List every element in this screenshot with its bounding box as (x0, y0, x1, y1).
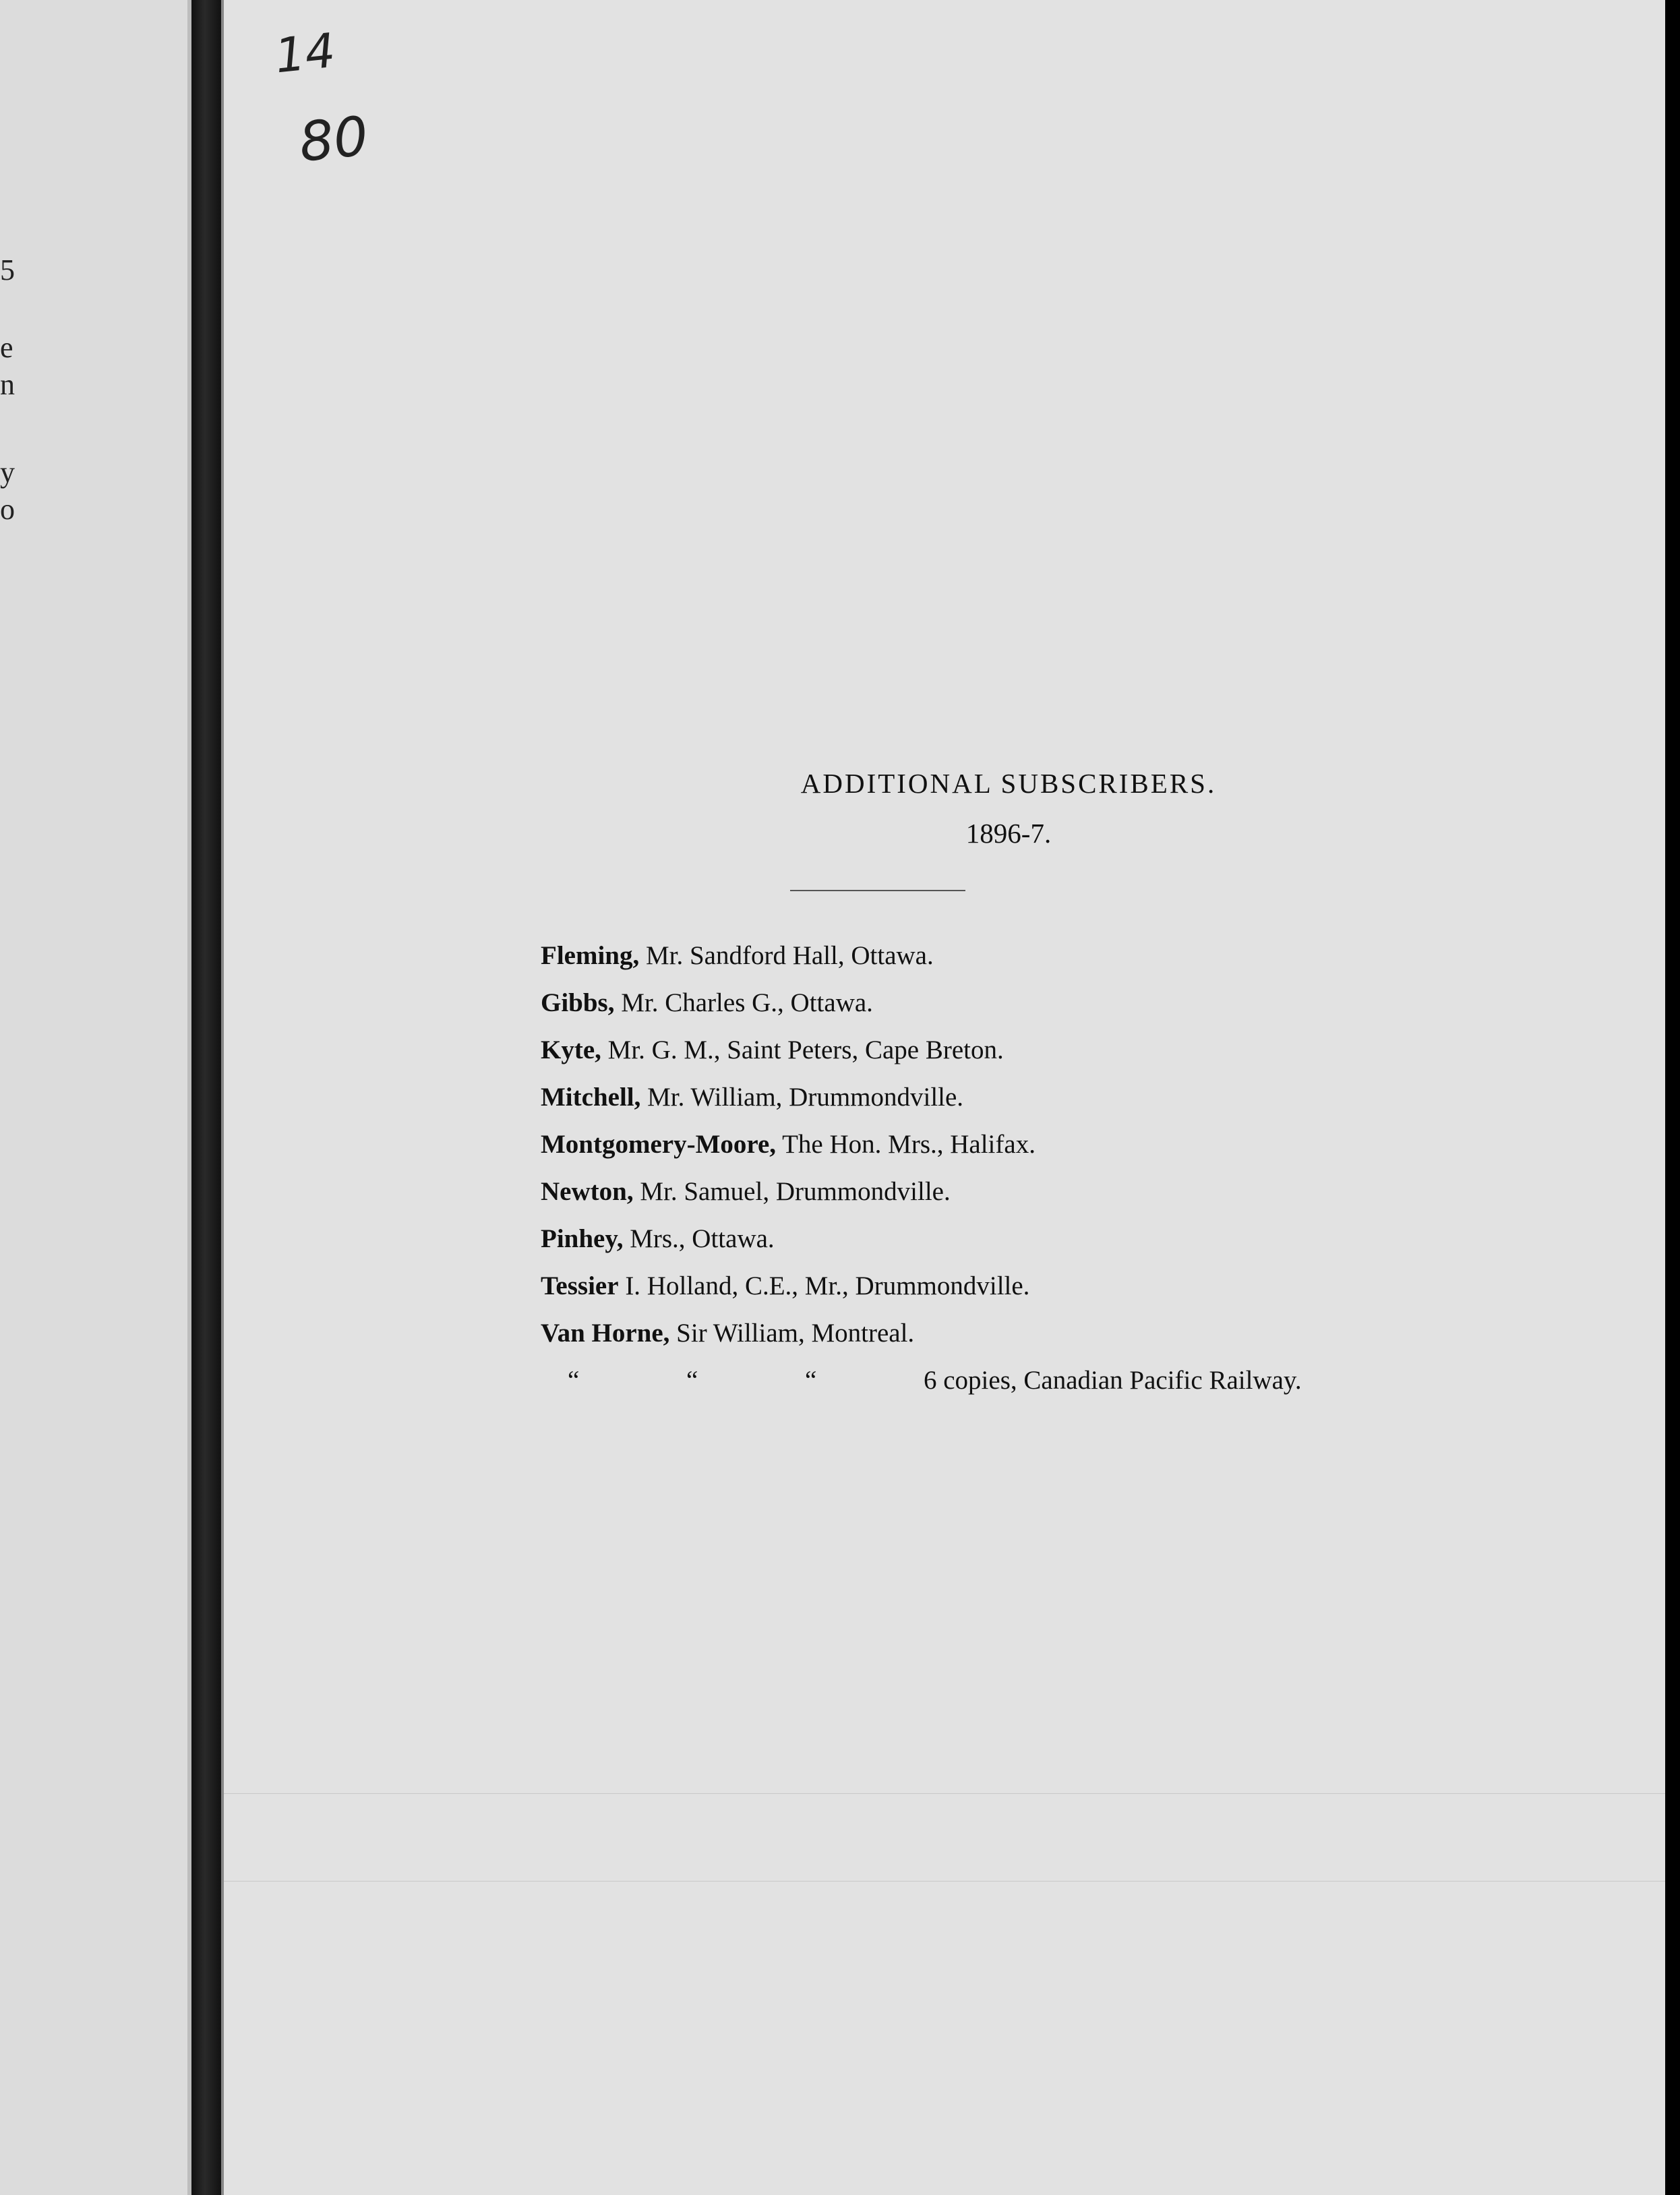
pencil-annotation-14: 14 (272, 22, 338, 84)
subscriber-surname: Fleming, (541, 941, 640, 970)
subscriber-details: Mr. William, Drummondville. (640, 1083, 964, 1112)
subscriber-details: The Hon. Mrs., Halifax. (776, 1130, 1036, 1159)
subscriber-surname: Gibbs, (541, 988, 615, 1017)
list-item (541, 1263, 1302, 1310)
page-year: 1896-7. (965, 818, 1052, 849)
page-heading: ADDITIONAL SUBSCRIBERS. (800, 768, 1217, 799)
document-page (221, 0, 1668, 2195)
facing-page-fragment: o (0, 493, 15, 526)
ditto-mark: “ (805, 1366, 817, 1395)
subscriber-surname: Tessier (541, 1271, 619, 1300)
subscriber-details: Mr. Charles G., Ottawa. (614, 988, 873, 1017)
subscriber-surname: Newton, (541, 1177, 634, 1206)
subscriber-details: Sir William, Montreal. (669, 1319, 915, 1348)
subscriber-details: Mrs., Ottawa. (623, 1224, 775, 1253)
subscriber-surname: Van Horne, (541, 1319, 670, 1348)
list-item (541, 1027, 1302, 1074)
subscriber-details: Mr. Sandford Hall, Ottawa. (639, 941, 934, 970)
list-item (541, 1121, 1302, 1168)
ditto-mark: “ (686, 1366, 698, 1395)
heading-divider (790, 890, 965, 891)
facing-page-edge (0, 0, 191, 2195)
subscriber-surname: Pinhey, (541, 1224, 624, 1253)
ditto-mark: “ (568, 1366, 580, 1395)
facing-page-fragment: e (0, 331, 13, 364)
facing-page-fragment: 5 (0, 253, 15, 287)
subscriber-details: Mr. G. M., Saint Peters, Cape Breton. (601, 1035, 1004, 1064)
ditto-details: 6 copies, Canadian Pacific Railway. (924, 1366, 1302, 1395)
facing-page-fragment: n (0, 368, 15, 401)
facing-page-fragment: y (0, 456, 15, 489)
book-gutter (191, 0, 221, 2195)
list-item (541, 1168, 1302, 1215)
page-fold-line (224, 1881, 1668, 1882)
page-edge (1665, 0, 1680, 2195)
subscriber-details: Mr. Samuel, Drummondville. (633, 1177, 951, 1206)
list-item (541, 932, 1302, 980)
page-fold-line (224, 1793, 1668, 1794)
list-item-ditto (541, 1357, 1302, 1404)
subscriber-surname: Mitchell, (541, 1083, 641, 1112)
subscriber-surname: Kyte, (541, 1035, 601, 1064)
subscriber-list (541, 932, 1302, 1404)
list-item (541, 1215, 1302, 1263)
list-item (541, 1310, 1302, 1357)
pencil-annotation-80: 80 (296, 104, 371, 175)
list-item (541, 1074, 1302, 1121)
list-item (541, 980, 1302, 1027)
subscriber-surname: Montgomery-Moore, (541, 1130, 777, 1159)
subscriber-details: I. Holland, C.E., Mr., Drummondville. (618, 1271, 1030, 1300)
